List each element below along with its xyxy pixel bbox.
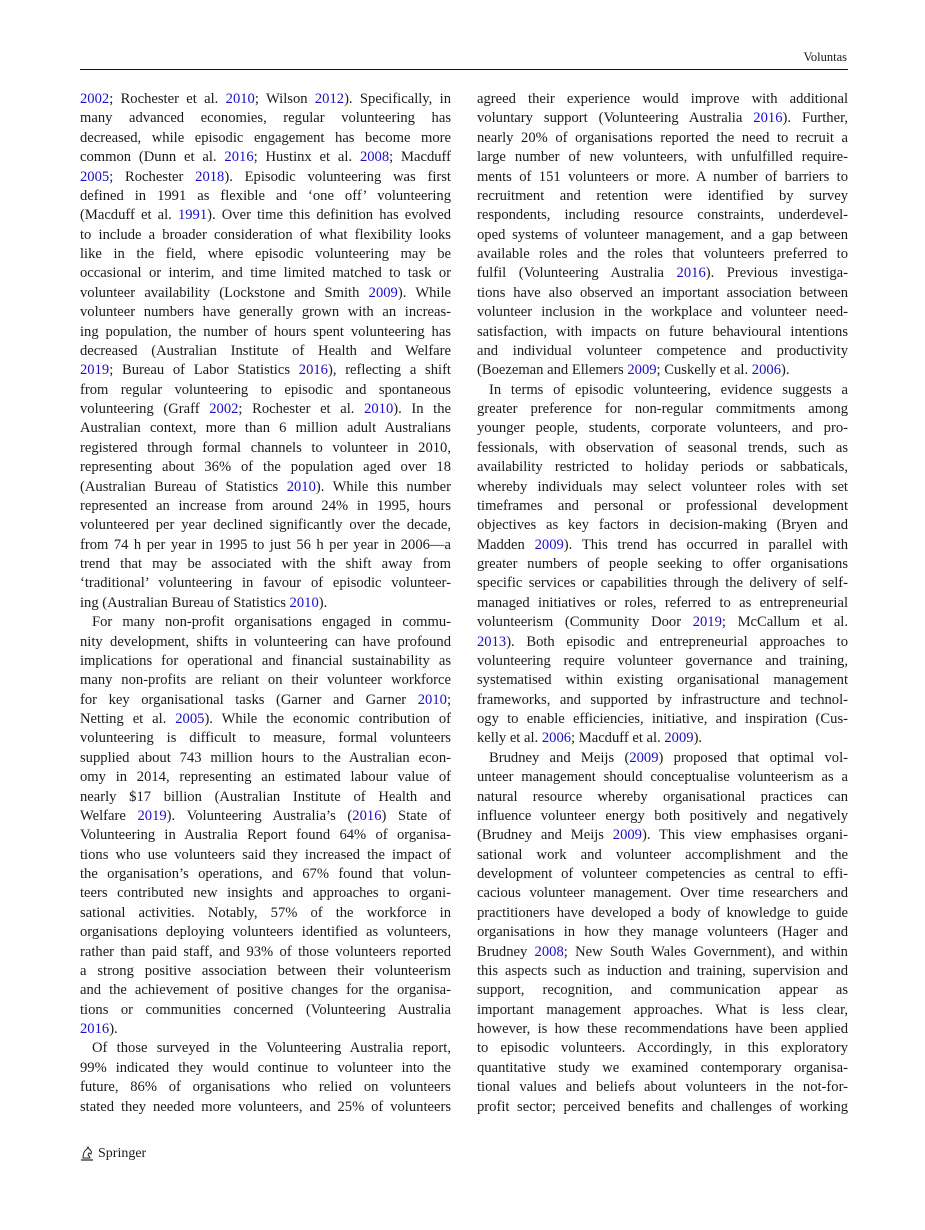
- body-text: Brudney: [477, 943, 535, 960]
- text-line: [80, 574, 451, 593]
- body-text: volunteering require volunteer governance and training,: [477, 652, 848, 669]
- text-line: [477, 439, 848, 458]
- body-text: For many non-profit organisations engaged in commu-: [92, 614, 451, 631]
- body-text: nity development, shifts in volunteering can have profound: [80, 633, 451, 650]
- body-text: ; Macduff et al.: [571, 730, 665, 747]
- citation-link[interactable]: 2009: [627, 362, 657, 379]
- body-text: In terms of episodic volunteering, evidence suggests a: [489, 381, 848, 398]
- body-text: fulfil (Volunteering Australia: [477, 265, 677, 282]
- body-text: younger people, students, corporate volunteers, and pro-: [477, 420, 848, 437]
- citation-link[interactable]: 2010: [289, 594, 319, 611]
- body-text: ) State of: [381, 807, 451, 824]
- text-line: [80, 594, 451, 613]
- text-line: [477, 1001, 848, 1020]
- citation-link[interactable]: 2009: [629, 749, 659, 766]
- body-text: ). This trend has occurred in parallel with: [563, 536, 848, 553]
- body-text: Netting et al.: [80, 711, 176, 727]
- citation-link[interactable]: 2016: [80, 1021, 110, 1037]
- text-line: [477, 710, 848, 729]
- body-text: common (Dunn et al.: [80, 149, 225, 166]
- body-text: sational activities. Notably, 57% of the workforce in: [80, 904, 451, 921]
- body-text: volunteered per year declined significantly over the decade,: [80, 517, 451, 534]
- body-text: ). Episodic volunteering was first: [224, 168, 451, 185]
- body-text: rather than paid staff, and 93% of those volunteers reported: [80, 943, 451, 960]
- citation-link[interactable]: 2005: [175, 711, 205, 727]
- body-text: nearly 20% of organisations reported the need to recruit a: [477, 129, 848, 146]
- citation-link[interactable]: 2009: [534, 536, 564, 553]
- text-line: [477, 884, 848, 903]
- body-text: oped systems of volunteer management, and a gap between: [477, 226, 848, 243]
- body-text: stated they needed more volunteers, and 25% of volunteers: [80, 1098, 451, 1115]
- citation-link[interactable]: 2002: [209, 401, 239, 417]
- body-text: many advanced economies, regular volunteering has: [80, 110, 451, 127]
- running-head: Voluntas: [803, 50, 847, 64]
- text-line: [80, 729, 451, 748]
- text-line: [80, 768, 451, 787]
- body-text: ).: [318, 594, 328, 611]
- text-line: [80, 923, 451, 942]
- text-line: [80, 1059, 451, 1078]
- body-text: Of those surveyed in the Volunteering Australia report,: [92, 1040, 451, 1057]
- body-text: organisations deploying volunteers identified as volunteers,: [80, 924, 451, 941]
- body-text: ).: [780, 362, 790, 379]
- citation-link[interactable]: 2010: [417, 691, 447, 708]
- body-text: support, recognition, and communication appear as: [477, 982, 848, 999]
- body-text: recruitment and retention were identified by survey: [477, 187, 848, 204]
- text-line: [477, 419, 848, 438]
- body-text: availability restricted to holiday periods or sabbaticals,: [477, 459, 848, 476]
- text-line: [477, 226, 848, 245]
- body-text: sational work and volunteer accomplishment and the: [477, 846, 848, 863]
- text-line: [477, 807, 848, 826]
- body-text: objectives as key factors in decision-making (Bryen and: [477, 517, 848, 534]
- body-text: large number of new volunteers, with unfulfilled require-: [477, 149, 848, 166]
- body-text: ). Both episodic and entrepreneurial approaches to: [506, 633, 848, 650]
- text-line: [477, 458, 848, 477]
- text-line: [477, 303, 848, 322]
- text-line: [477, 633, 848, 652]
- body-text: unteer management should conceptualise volunteerism as a: [477, 769, 848, 786]
- text-line: [477, 594, 848, 613]
- body-text: volunteer inclusion in the workplace and volunteer need-: [477, 304, 848, 321]
- text-line: [477, 245, 848, 264]
- body-text: and individual volunteer competence and productivity: [477, 342, 848, 359]
- body-text: (Boezeman and Ellemers: [477, 362, 628, 379]
- body-text: ‘traditional’ volunteering in favour of episodic volunteer-: [80, 575, 451, 592]
- body-text: systematised within existing organisational management: [477, 672, 848, 689]
- text-line: [80, 109, 451, 128]
- text-line: [477, 904, 848, 923]
- body-text: timeframes and personal or professional development: [477, 497, 848, 514]
- body-text: ing (Australian Bureau of Statistics: [80, 594, 290, 611]
- body-text: specific services or capabilities through the delivery of self-: [477, 575, 848, 592]
- text-line: [80, 555, 451, 574]
- text-line: [80, 1078, 451, 1097]
- footer: [80, 1146, 146, 1162]
- body-text: this aspects such as induction and training, supervision and: [477, 962, 848, 979]
- body-text: agreed their experience would improve with additional: [477, 91, 848, 107]
- publisher-name: Springer: [98, 1146, 147, 1161]
- text-line: [80, 846, 451, 865]
- text-line: [477, 187, 848, 206]
- text-line: [80, 419, 451, 438]
- body-text: to include a broader consideration of what flexibility looks: [80, 226, 451, 243]
- body-text: from regular volunteering to episodic and spontaneous: [80, 381, 451, 398]
- body-text: volunteerism (Community Door: [477, 614, 693, 631]
- text-line: [477, 574, 848, 593]
- text-line: [477, 284, 848, 303]
- text-line: [80, 90, 451, 109]
- text-line: [477, 1039, 848, 1058]
- text-line: [477, 516, 848, 535]
- text-line: [80, 865, 451, 884]
- body-text: from 74 h per year in 1995 to just 56 h per year in 2006—a: [80, 536, 451, 553]
- text-line: [477, 652, 848, 671]
- text-line: [477, 865, 848, 884]
- text-line: [477, 264, 848, 283]
- citation-link[interactable]: 2013: [477, 633, 507, 650]
- text-line: [477, 1098, 848, 1117]
- text-line: [477, 943, 848, 962]
- body-text: volunteer numbers have generally grown with an increas-: [80, 304, 451, 321]
- text-line: [80, 478, 451, 497]
- body-text: ). In the: [393, 401, 452, 417]
- text-line: [80, 148, 451, 167]
- body-text: important management approaches. What is less clear,: [477, 1001, 848, 1018]
- body-text: respondents, including resource constraints, underdevel-: [477, 207, 848, 224]
- body-text: omy in 2014, representing an estimated labour value of: [80, 769, 451, 786]
- body-text: fessionals, with observation of seasonal trends, such as: [477, 439, 848, 456]
- header-rule: [80, 69, 848, 70]
- text-line: [80, 400, 451, 419]
- text-line: [477, 323, 848, 342]
- body-text: ) proposed that optimal vol-: [658, 749, 848, 766]
- text-line: [80, 381, 451, 400]
- right-column: [477, 90, 848, 1117]
- body-text: ogy to enable efficiencies, initiative, and inspiration (Cus-: [477, 711, 848, 727]
- citation-link[interactable]: 2016: [352, 807, 382, 824]
- citation-link[interactable]: 2010: [286, 478, 316, 495]
- body-text: voluntary support (Volunteering Australia: [477, 110, 754, 127]
- body-text: available roles and the roles that volunteers preferred to: [477, 246, 848, 262]
- text-line: [80, 904, 451, 923]
- citation-link[interactable]: 2002: [80, 91, 110, 107]
- citation-link[interactable]: 2016: [224, 149, 254, 166]
- text-line: [80, 361, 451, 380]
- citation-link[interactable]: 2018: [195, 168, 225, 185]
- body-text: ; Rochester et al.: [238, 401, 365, 417]
- text-line: [477, 342, 848, 361]
- text-line: [477, 613, 848, 632]
- body-text: nearly $17 billion (Australian Institute of Health and: [80, 788, 451, 805]
- text-line: [80, 962, 451, 981]
- body-text: ; Rochester et al.: [109, 91, 226, 107]
- text-line: [477, 109, 848, 128]
- body-text: ). While this number: [315, 478, 451, 495]
- text-line: [80, 168, 451, 187]
- text-line: [80, 342, 451, 361]
- body-text: practitioners have developed a body of knowledge to guide: [477, 904, 848, 921]
- body-text: Brudney and Meijs (: [489, 749, 630, 766]
- text-line: [80, 1020, 451, 1039]
- body-text: ; Hustinx et al.: [253, 149, 360, 166]
- body-text: tions who use volunteers said they increased the impact of: [80, 846, 451, 863]
- springer-horse-icon: [80, 1146, 94, 1162]
- body-text: teers contributed new insights and approaches to organi-: [80, 885, 451, 902]
- body-text: ). While the economic contribution of: [204, 711, 451, 727]
- body-text: occasional or interim, and time limited matched to task or: [80, 265, 451, 282]
- text-line: [80, 826, 451, 845]
- body-text: ).: [693, 730, 703, 747]
- text-line: [477, 129, 848, 148]
- text-line: [477, 381, 848, 400]
- text-line: [80, 1001, 451, 1020]
- citation-link[interactable]: 2019: [80, 362, 110, 379]
- text-line: [477, 826, 848, 845]
- text-line: [477, 90, 848, 109]
- text-line: [80, 633, 451, 652]
- body-text: ). Over time this definition has evolved: [207, 207, 451, 224]
- text-line: [80, 884, 451, 903]
- text-line: [477, 168, 848, 187]
- body-text: ments of 151 volunteers or more. A number of barriers to: [477, 168, 848, 185]
- text-line: [80, 303, 451, 322]
- citation-link[interactable]: 2009: [368, 284, 398, 301]
- body-text: registered through formal channels to volunteer in 2010,: [80, 439, 451, 456]
- text-line: [80, 323, 451, 342]
- citation-link[interactable]: 2005: [80, 168, 110, 185]
- text-line: [80, 284, 451, 303]
- text-line: [477, 788, 848, 807]
- body-text: ; Macduff: [389, 149, 451, 166]
- body-text: ). While: [397, 284, 451, 301]
- text-line: [477, 671, 848, 690]
- citation-link[interactable]: 2019: [137, 807, 167, 824]
- body-text: ). Previous investiga-: [705, 265, 848, 282]
- body-text: ; Bureau of Labor Statistics: [109, 362, 299, 379]
- text-line: [477, 729, 848, 748]
- text-line: [477, 1020, 848, 1039]
- text-line: [477, 497, 848, 516]
- body-text: whereby individuals may select volunteer roles with set: [477, 478, 848, 495]
- body-text: Australian context, more than 6 million adult Australians: [80, 420, 451, 437]
- text-line: [477, 478, 848, 497]
- body-text: for key organisational tasks (Garner and Garner: [80, 691, 418, 708]
- body-text: tional values and beliefs about volunteers in the not-for-: [477, 1079, 848, 1096]
- body-text: Welfare: [80, 807, 138, 824]
- body-text: frameworks, and supported by infrastructure and technol-: [477, 691, 848, 708]
- text-line: [477, 768, 848, 787]
- body-text: implications for operational and financial sustainability as: [80, 652, 451, 669]
- body-text: many non-profits are reliant on their volunteer workforce: [80, 672, 451, 689]
- text-line: [477, 206, 848, 225]
- body-text: managed initiatives or roles, referred to as entrepreneurial: [477, 594, 848, 611]
- body-text: ). Specifically, in: [344, 91, 451, 107]
- body-text: like in the field, where episodic volunteering may be: [80, 246, 451, 262]
- body-text: volunteer availability (Lockstone and Smith: [80, 284, 369, 301]
- citation-link[interactable]: 2010: [364, 401, 394, 417]
- citation-link[interactable]: 2009: [612, 827, 642, 844]
- body-text: (Macduff et al.: [80, 207, 178, 224]
- body-text: volunteering (Graff: [80, 401, 210, 417]
- text-line: [477, 148, 848, 167]
- text-line: [477, 536, 848, 555]
- citation-link[interactable]: 2010: [225, 91, 255, 107]
- text-line: [80, 691, 451, 710]
- body-text: ; McCallum et al.: [721, 614, 848, 631]
- text-line: [477, 1078, 848, 1097]
- body-text: 99% indicated they would continue to volunteer into the: [80, 1059, 451, 1076]
- text-line: [477, 400, 848, 419]
- text-line: [80, 245, 451, 264]
- body-text: decreased (Australian Institute of Health and Welfare: [80, 342, 451, 359]
- citation-link[interactable]: 2016: [753, 110, 783, 127]
- text-line: [80, 652, 451, 671]
- text-line: [80, 206, 451, 225]
- citation-link[interactable]: 2006: [541, 730, 572, 747]
- body-text: development of volunteer competencies as central to effi-: [477, 866, 848, 882]
- body-text: ; Cuskelly et al.: [656, 362, 752, 379]
- text-line: [80, 1098, 451, 1117]
- body-text: supplied about 743 million hours to the Australian econ-: [80, 749, 451, 766]
- body-text: trend that may be associated with the shift away from: [80, 556, 451, 572]
- text-line: [80, 981, 451, 1000]
- citation-link[interactable]: 2008: [359, 149, 390, 166]
- body-text: (Brudney and Meijs: [477, 827, 613, 844]
- body-text: greater numbers of people seeking to offer organisations: [477, 556, 848, 572]
- text-line: [80, 516, 451, 535]
- body-text: cacious volunteer management. Over time researchers and: [477, 885, 848, 902]
- body-text: decreased, while episodic engagement has become more: [80, 129, 451, 146]
- citation-link[interactable]: 2016: [298, 362, 328, 379]
- body-text: represented an increase from around 24% in 1995, hours: [80, 497, 451, 514]
- citation-link[interactable]: 2016: [676, 265, 706, 282]
- text-line: [80, 536, 451, 555]
- body-text: defined in 1991 as flexible and ‘one off’ volunteering: [80, 187, 451, 204]
- body-text: Madden: [477, 536, 535, 553]
- body-text: future, 86% of organisations who relied on volunteers: [80, 1079, 451, 1096]
- body-text: Volunteering in Australia Report found 64% of organisa-: [80, 827, 451, 844]
- citation-link[interactable]: 2006: [751, 362, 781, 379]
- left-column: [80, 90, 451, 1117]
- text-line: [80, 943, 451, 962]
- body-text: tions have also observed an important association between: [477, 284, 848, 301]
- text-line: [477, 361, 848, 380]
- citation-link[interactable]: 2019: [692, 614, 722, 631]
- body-text: organisations in how they manage volunteers (Hager and: [477, 924, 848, 941]
- text-line: [80, 1039, 451, 1058]
- body-text: ). This view emphasises organi-: [641, 827, 848, 844]
- citation-link[interactable]: 2008: [534, 943, 564, 960]
- citation-link[interactable]: 2012: [314, 91, 345, 107]
- body-text: tions or communities concerned (Volunteering Australia: [80, 1001, 451, 1018]
- text-line: [477, 555, 848, 574]
- text-line: [477, 923, 848, 942]
- body-text: ).: [109, 1021, 118, 1037]
- text-line: [80, 710, 451, 729]
- body-text: ; New South Wales Government), and within: [563, 943, 848, 960]
- text-line: [477, 962, 848, 981]
- text-line: [477, 846, 848, 865]
- body-text: however, is how these recommendations have been applied: [477, 1021, 848, 1037]
- text-line: [80, 458, 451, 477]
- text-line: [477, 691, 848, 710]
- body-text: quantitative study we examined contemporary organisa-: [477, 1059, 848, 1076]
- text-line: [80, 749, 451, 768]
- body-text: (Australian Bureau of Statistics: [80, 478, 287, 495]
- text-line: [80, 613, 451, 632]
- text-line: [477, 981, 848, 1000]
- text-line: [80, 226, 451, 245]
- body-text: profit sector; perceived benefits and challenges of working: [477, 1098, 848, 1115]
- citation-link[interactable]: 1991: [177, 207, 208, 224]
- body-text: ;: [446, 691, 451, 708]
- body-text: greater preference for non-regular commitments among: [477, 401, 848, 417]
- body-text: ; Wilson: [254, 91, 315, 107]
- text-line: [477, 749, 848, 768]
- text-line: [80, 264, 451, 283]
- body-text: volunteering is difficult to measure, formal volunteers: [80, 730, 451, 747]
- text-line: [80, 788, 451, 807]
- text-line: [80, 129, 451, 148]
- body-text: a strong positive association between their volunteerism: [80, 962, 451, 979]
- citation-link[interactable]: 2009: [664, 730, 694, 747]
- body-text: ). Volunteering Australia’s (: [166, 807, 353, 824]
- body-text: the organisation’s operations, and 67% found that volun-: [80, 866, 451, 882]
- body-text: representing about 36% of the population aged over 18: [80, 459, 451, 476]
- body-text: kelly et al.: [477, 730, 542, 747]
- body-text: ; Rochester: [109, 168, 196, 185]
- text-line: [80, 807, 451, 826]
- body-text: ). Further,: [782, 110, 848, 127]
- body-text: to episodic volunteers. Accordingly, in this exploratory: [477, 1040, 848, 1057]
- body-text: and the achievement of positive changes for the organisa-: [80, 982, 451, 999]
- text-line: [80, 671, 451, 690]
- text-line: [80, 497, 451, 516]
- body-text: ), reflecting a shift: [327, 362, 451, 379]
- body-text: satisfaction, with impacts on future behavioural intentions: [477, 323, 848, 340]
- text-line: [477, 1059, 848, 1078]
- body-text: influence volunteer energy both positively and negatively: [477, 807, 848, 824]
- body-text: ing population, the number of hours spent volunteering has: [80, 323, 451, 340]
- text-line: [80, 187, 451, 206]
- body-text: natural resource whereby organisational practices can: [477, 788, 848, 805]
- text-line: [80, 439, 451, 458]
